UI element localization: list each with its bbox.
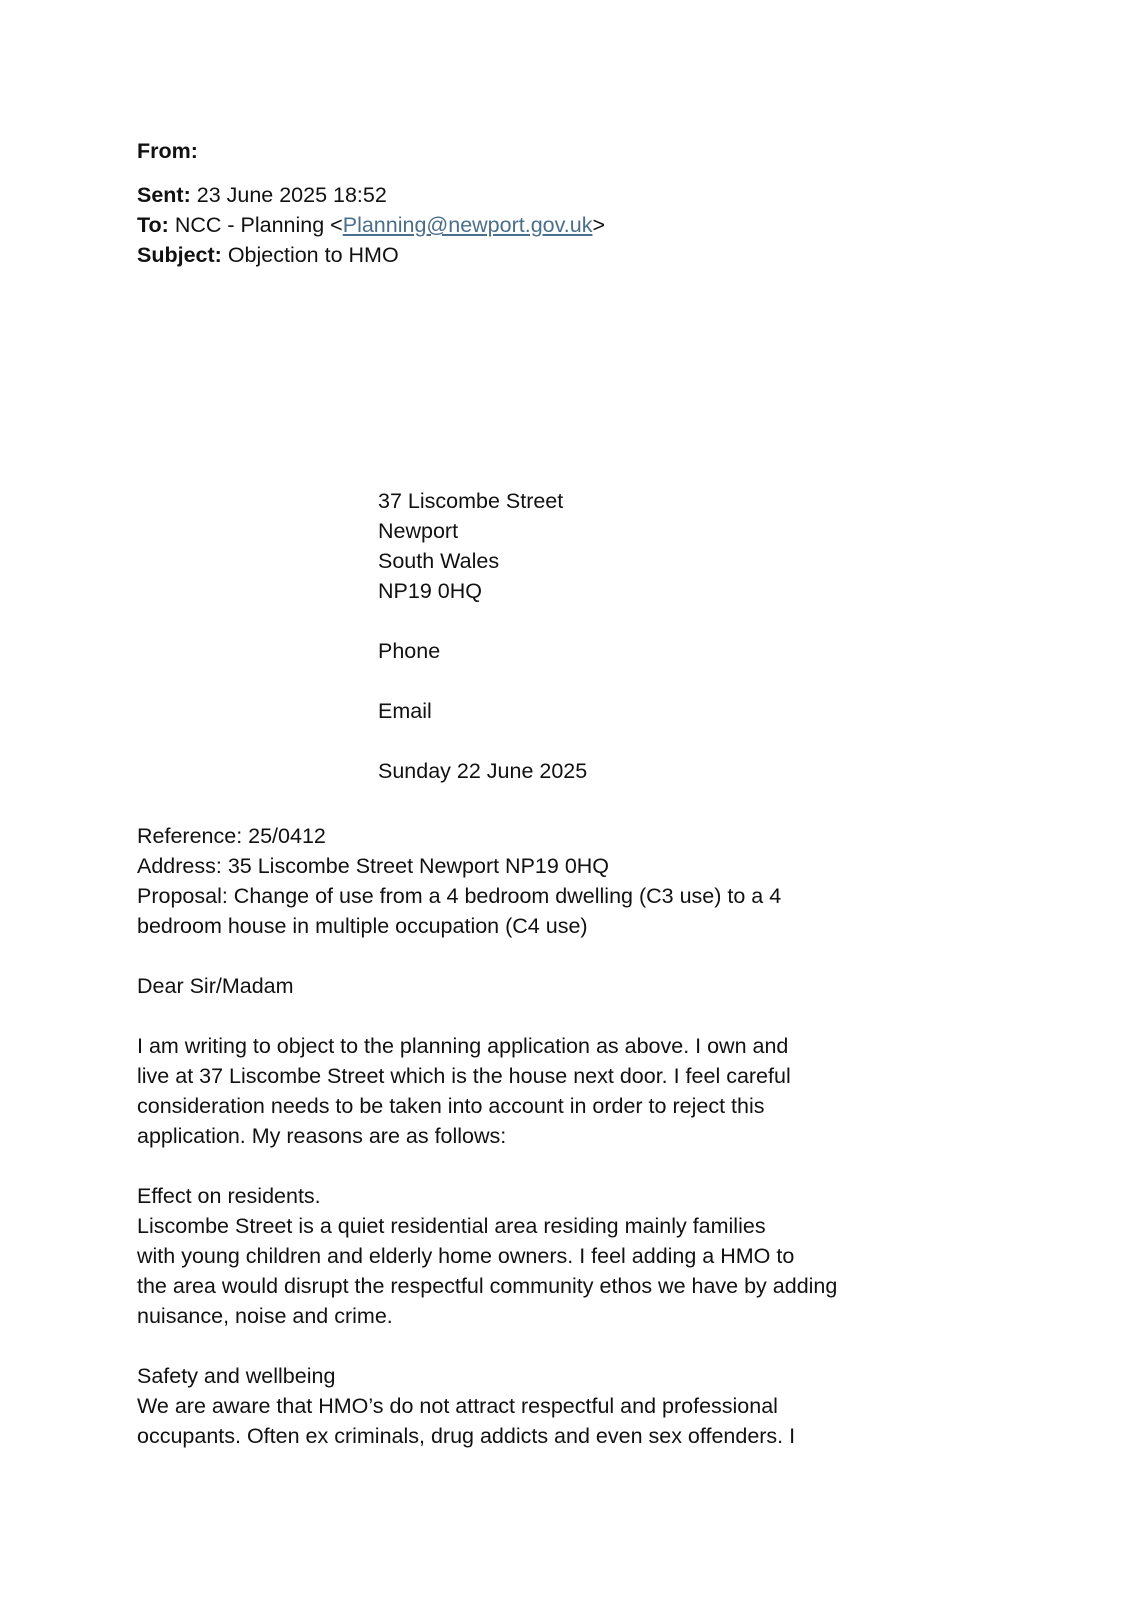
address-postcode: NP19 0HQ xyxy=(378,579,482,603)
section-1-line: nuisance, noise and crime. xyxy=(137,1304,393,1328)
email-label: Email xyxy=(378,699,432,723)
sender-address xyxy=(378,486,587,786)
to-name: NCC - Planning < xyxy=(174,213,343,237)
intro-line: live at 37 Liscombe Street which is the house next door. I feel careful xyxy=(137,1064,791,1088)
intro-line: I am writing to object to the planning application as above. I own and xyxy=(137,1034,789,1058)
proposal-line-2: bedroom house in multiple occupation (C4 use) xyxy=(137,914,588,938)
to-line xyxy=(137,210,605,240)
to-email-link[interactable]: Planning@newport.gov.uk xyxy=(342,213,593,237)
section-heading-safety-and-wellbeing: Safety and wellbeing xyxy=(137,1364,336,1388)
property-address-line: Address: 35 Liscombe Street Newport NP19 0HQ xyxy=(137,854,610,878)
subject-label: Subject: xyxy=(137,243,222,267)
salutation: Dear Sir/Madam xyxy=(137,974,294,998)
address-town: Newport xyxy=(378,519,459,543)
sent-value: 23 June 2025 18:52 xyxy=(196,183,387,207)
letter-date: Sunday 22 June 2025 xyxy=(378,759,588,783)
subject-line xyxy=(137,240,605,270)
intro-line: application. My reasons are as follows: xyxy=(137,1124,507,1148)
to-close: > xyxy=(592,213,606,237)
sent-label: Sent: xyxy=(137,183,191,207)
sent-line xyxy=(137,180,605,210)
section-heading-effect-on-residents: Effect on residents. xyxy=(137,1184,321,1208)
intro-line: consideration needs to be taken into account in order to reject this xyxy=(137,1094,765,1118)
section-1-line: the area would disrupt the respectful community ethos we have by adding xyxy=(137,1274,838,1298)
email-header xyxy=(137,136,605,270)
from-label: From: xyxy=(137,139,198,163)
reference-line: Reference: 25/0412 xyxy=(137,824,326,848)
section-1-line: with young children and elderly home owners. I feel adding a HMO to xyxy=(137,1244,795,1268)
address-street: 37 Liscombe Street xyxy=(378,489,564,513)
subject-value: Objection to HMO xyxy=(227,243,399,267)
proposal-line-1: Proposal: Change of use from a 4 bedroom dwelling (C3 use) to a 4 xyxy=(137,884,782,908)
from-line xyxy=(137,136,605,166)
to-label: To: xyxy=(137,213,169,237)
letter-body xyxy=(137,821,897,1451)
phone-label: Phone xyxy=(378,639,441,663)
section-2-line: We are aware that HMO’s do not attract respectful and professional xyxy=(137,1394,778,1418)
address-region: South Wales xyxy=(378,549,500,573)
section-2-line: occupants. Often ex criminals, drug addicts and even sex offenders. I xyxy=(137,1424,796,1448)
section-1-line: Liscombe Street is a quiet residential area residing mainly families xyxy=(137,1214,766,1238)
